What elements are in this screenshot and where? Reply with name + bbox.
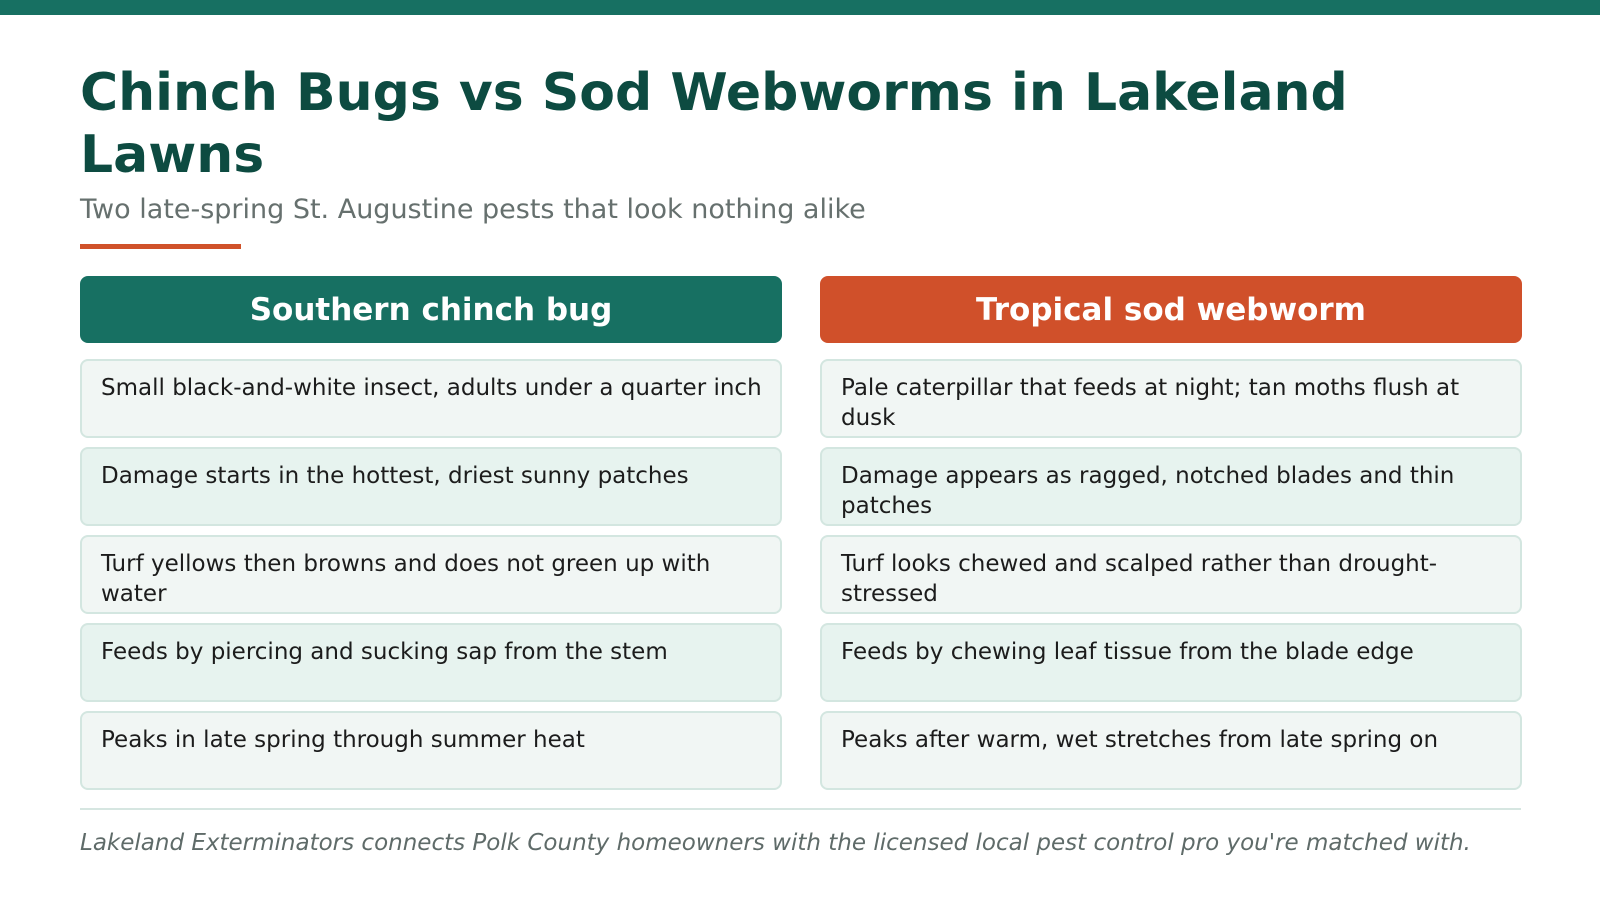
title-accent-rule bbox=[80, 244, 241, 249]
sod-webworm-heading: Tropical sod webworm bbox=[820, 276, 1522, 343]
page-title: Chinch Bugs vs Sod Webworms in Lakeland Lawns bbox=[80, 63, 1348, 185]
footer-note: Lakeland Exterminators connects Polk County homeowners with the licensed local pest control pro you're matched with. bbox=[80, 830, 1471, 856]
chinch-bug-point: Feeds by piercing and sucking sap from the stem bbox=[80, 623, 782, 702]
chinch-bug-heading: Southern chinch bug bbox=[80, 276, 782, 343]
sod-webworm-point: Peaks after warm, wet stretches from late spring on bbox=[820, 711, 1522, 790]
page-subtitle: Two late-spring St. Augustine pests that look nothing alike bbox=[80, 194, 866, 225]
chinch-bug-point: Turf yellows then browns and does not green up with water bbox=[80, 535, 782, 614]
chinch-bug-points bbox=[80, 359, 782, 790]
chinch-bug-point: Peaks in late spring through summer heat bbox=[80, 711, 782, 790]
chinch-bug-column bbox=[80, 276, 782, 799]
chinch-bug-point: Damage starts in the hottest, driest sunny patches bbox=[80, 447, 782, 526]
sod-webworm-point: Turf looks chewed and scalped rather than drought-stressed bbox=[820, 535, 1522, 614]
sod-webworm-point: Damage appears as ragged, notched blades and thin patches bbox=[820, 447, 1522, 526]
sod-webworm-point: Feeds by chewing leaf tissue from the blade edge bbox=[820, 623, 1522, 702]
sod-webworm-points bbox=[820, 359, 1522, 790]
top-accent-bar bbox=[0, 0, 1600, 15]
sod-webworm-point: Pale caterpillar that feeds at night; tan moths flush at dusk bbox=[820, 359, 1522, 438]
footer-divider bbox=[80, 808, 1521, 810]
sod-webworm-column bbox=[820, 276, 1522, 799]
chinch-bug-point: Small black-and-white insect, adults under a quarter inch bbox=[80, 359, 782, 438]
